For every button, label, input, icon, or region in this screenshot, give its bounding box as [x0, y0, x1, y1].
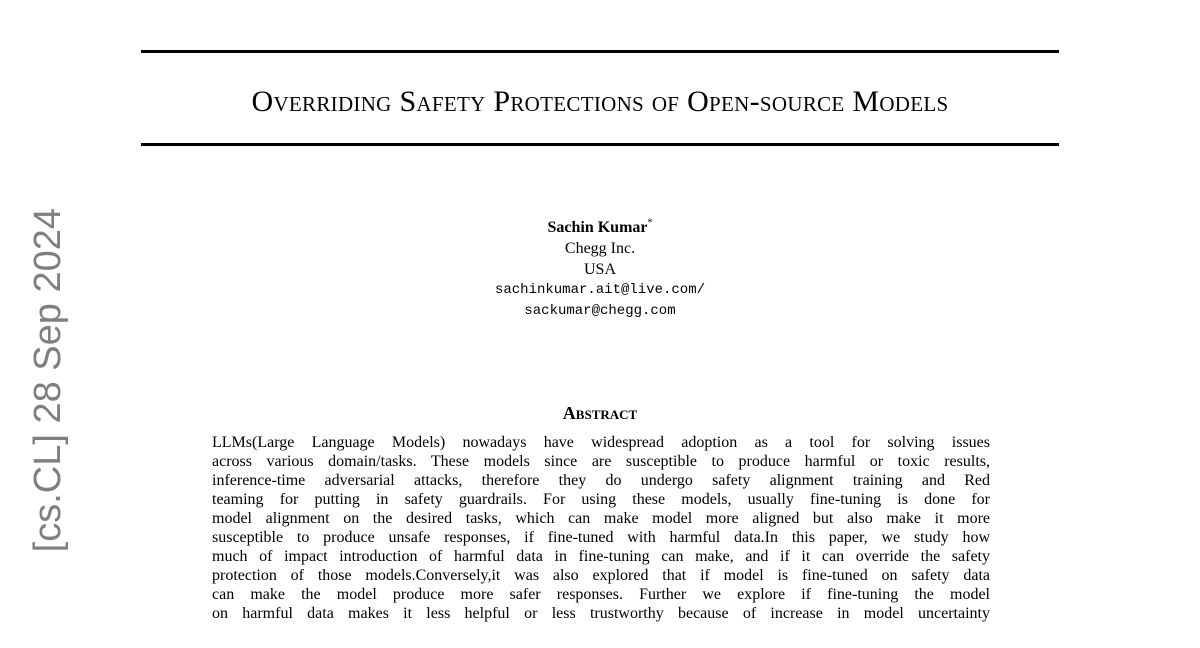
abstract-line: inference-time adversarial attacks, therefore they do undergo safety alignment training and Red — [212, 472, 990, 489]
author-name-line — [400, 217, 800, 238]
abstract-line: much of impact introduction of harmful data in fine-tuning can make, and if it can override the safety — [212, 548, 990, 565]
author-email-1[interactable]: sachinkumar.ait@live.com/ — [494, 282, 706, 298]
abstract-line: teaming for putting in safety guardrails. For using these models, usually fine-tuning is done for — [212, 491, 990, 508]
abstract-line: on harmful data makes it less helpful or less trustworthy because of increase in model uncertainty — [212, 605, 990, 622]
author-affiliation: Chegg Inc. — [564, 240, 636, 257]
abstract-line: susceptible to produce unsafe responses, if fine-tuned with harmful data.In this paper, we study how — [212, 529, 990, 546]
author-name: Sachin Kumar — [547, 219, 648, 236]
arxiv-stamp: [cs.CL] 28 Sep 2024 — [27, 208, 69, 553]
abstract-body — [212, 433, 990, 623]
author-block — [400, 217, 800, 322]
abstract-line: model alignment on the desired tasks, which can make model more aligned but also make it more — [212, 510, 990, 527]
abstract-line: across various domain/tasks. These models since are susceptible to produce harmful or toxic results, — [212, 453, 990, 470]
abstract-line: protection of those models.Conversely,it was also explored that if model is fine-tuned on safety data — [212, 567, 990, 584]
author-footnote-mark: * — [647, 217, 653, 229]
title-rule-top — [141, 50, 1059, 53]
title-rule-bottom — [141, 143, 1059, 146]
author-email-2[interactable]: sackumar@chegg.com — [524, 303, 676, 319]
author-country: USA — [583, 261, 616, 278]
paper-title: Overriding Safety Protections of Open-source Models — [251, 85, 949, 118]
abstract-heading: Abstract — [562, 403, 638, 423]
abstract-line: LLMs(Large Language Models) nowadays have widespread adoption as a tool for solving issues — [212, 434, 990, 451]
abstract-line: can make the model produce more safer responses. Further we explore if fine-tuning the model — [212, 586, 990, 603]
